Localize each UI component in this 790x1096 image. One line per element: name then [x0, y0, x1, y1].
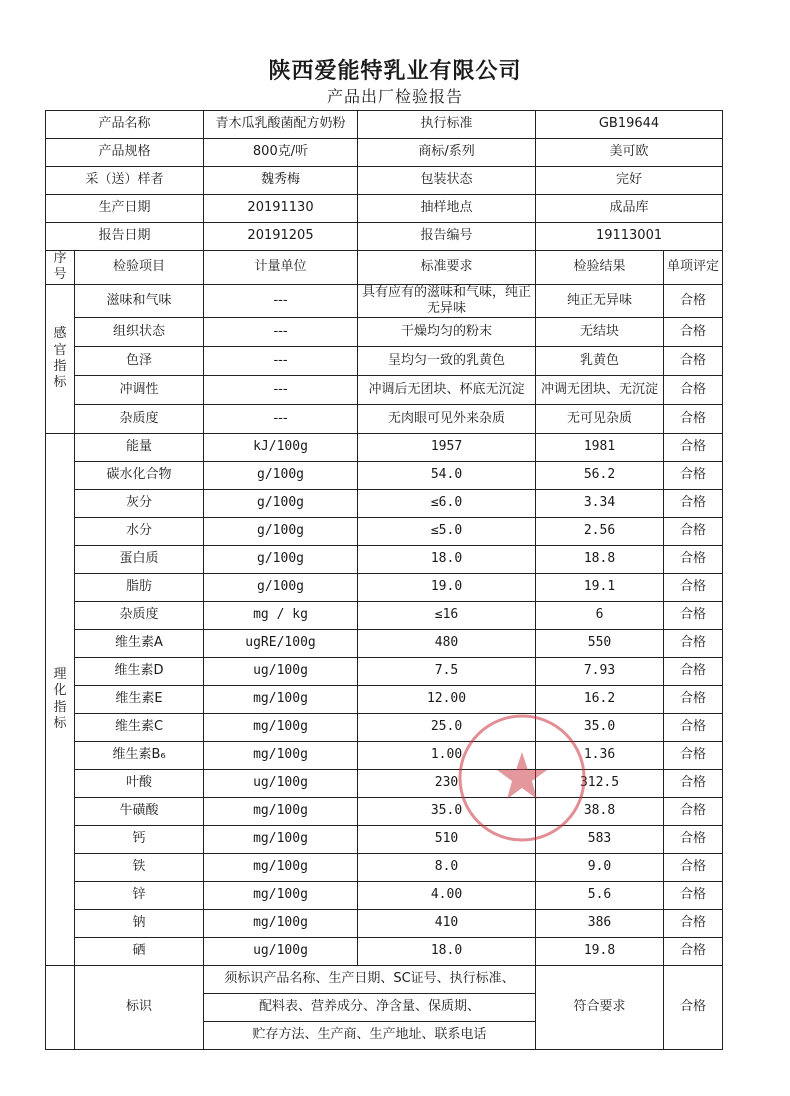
- header-value: 19113001: [536, 223, 723, 251]
- report-title: 产品出厂检验报告: [326, 87, 463, 106]
- item-name: 维生素B₆: [75, 742, 204, 770]
- standard-requirement: 230: [358, 770, 536, 798]
- company-name: 陕西爱能特乳业有限公司: [268, 59, 522, 84]
- verdict: 合格: [664, 742, 723, 770]
- header-label: 商标/系列: [358, 139, 536, 167]
- standard-requirement: 干燥均匀的粉末: [358, 318, 536, 347]
- test-result: 3.34: [536, 490, 664, 518]
- unit: ---: [204, 376, 358, 405]
- standard-requirement: 7.5: [358, 658, 536, 686]
- unit: mg/100g: [204, 910, 358, 938]
- unit: ugRE/100g: [204, 630, 358, 658]
- unit: g/100g: [204, 574, 358, 602]
- verdict: 合格: [664, 938, 723, 966]
- unit: ---: [204, 284, 358, 318]
- header-value: 800克/听: [204, 139, 358, 167]
- inspection-table: [45, 110, 723, 1050]
- table-row: [46, 602, 723, 630]
- label-seq: [46, 966, 75, 1050]
- test-result: 583: [536, 826, 664, 854]
- header-label: 抽样地点: [358, 195, 536, 223]
- standard-requirement: 18.0: [358, 938, 536, 966]
- header-row: [46, 223, 723, 251]
- verdict: 合格: [664, 630, 723, 658]
- unit: g/100g: [204, 546, 358, 574]
- test-result: 1981: [536, 434, 664, 462]
- item-name: 水分: [75, 518, 204, 546]
- test-result: 乳黄色: [536, 347, 664, 376]
- unit: ug/100g: [204, 938, 358, 966]
- label-section: [46, 966, 723, 1050]
- unit: g/100g: [204, 490, 358, 518]
- unit: ---: [204, 405, 358, 434]
- item-name: 碳水化合物: [75, 462, 204, 490]
- item-name: 牛磺酸: [75, 798, 204, 826]
- header-value: GB19644: [536, 111, 723, 139]
- unit: mg/100g: [204, 798, 358, 826]
- standard-requirement: 54.0: [358, 462, 536, 490]
- physchem-section: [46, 434, 723, 966]
- header-value: 20191130: [204, 195, 358, 223]
- column-header-std: 标准要求: [358, 251, 536, 285]
- test-result: 312.5: [536, 770, 664, 798]
- standard-requirement: ≤5.0: [358, 518, 536, 546]
- standard-requirement: 19.0: [358, 574, 536, 602]
- table-row: [46, 938, 723, 966]
- standard-requirement: ≤16: [358, 602, 536, 630]
- table-row: [46, 284, 723, 318]
- item-name: 蛋白质: [75, 546, 204, 574]
- item-name: 维生素C: [75, 714, 204, 742]
- item-name: 铁: [75, 854, 204, 882]
- item-name: 钠: [75, 910, 204, 938]
- test-result: 56.2: [536, 462, 664, 490]
- header-row: [46, 195, 723, 223]
- column-header-result: 检验结果: [536, 251, 664, 285]
- table-row: [46, 770, 723, 798]
- standard-requirement: 4.00: [358, 882, 536, 910]
- test-result: 9.0: [536, 854, 664, 882]
- verdict: 合格: [664, 770, 723, 798]
- table-row: [46, 714, 723, 742]
- header-label: 执行标准: [358, 111, 536, 139]
- item-name: 色泽: [75, 347, 204, 376]
- table-row: [46, 574, 723, 602]
- label-result: 符合要求: [536, 966, 664, 1050]
- table-row: [46, 630, 723, 658]
- verdict: 合格: [664, 405, 723, 434]
- table-row: [46, 658, 723, 686]
- verdict: 合格: [664, 658, 723, 686]
- verdict: 合格: [664, 318, 723, 347]
- standard-requirement: 冲调后无团块、杯底无沉淀: [358, 376, 536, 405]
- table-row: [46, 347, 723, 376]
- header-label: 报告编号: [358, 223, 536, 251]
- item-name: 组织状态: [75, 318, 204, 347]
- header-value: 魏秀梅: [204, 167, 358, 195]
- label-std-line: 配料表、营养成分、净含量、保质期、: [204, 994, 536, 1022]
- standard-requirement: 具有应有的滋味和气味，纯正无异味: [358, 284, 536, 318]
- unit: ---: [204, 318, 358, 347]
- verdict: 合格: [664, 518, 723, 546]
- label-std-line: 须标识产品名称、生产日期、SC证号、执行标准、: [204, 966, 536, 994]
- header-row: [46, 167, 723, 195]
- unit: ---: [204, 347, 358, 376]
- header-label: 产品规格: [46, 139, 204, 167]
- table-row: [46, 882, 723, 910]
- verdict: 合格: [664, 284, 723, 318]
- test-result: 18.8: [536, 546, 664, 574]
- standard-requirement: 480: [358, 630, 536, 658]
- verdict: 合格: [664, 546, 723, 574]
- test-result: 冲调无团块、无沉淀: [536, 376, 664, 405]
- standard-requirement: 无肉眼可见外来杂质: [358, 405, 536, 434]
- group-label: 感 官 指 标: [46, 284, 75, 434]
- unit: mg/100g: [204, 826, 358, 854]
- item-name: 维生素A: [75, 630, 204, 658]
- item-name: 冲调性: [75, 376, 204, 405]
- unit: ug/100g: [204, 770, 358, 798]
- header-label: 产品名称: [46, 111, 204, 139]
- standard-requirement: 1.00: [358, 742, 536, 770]
- test-result: 纯正无异味: [536, 284, 664, 318]
- standard-requirement: 12.00: [358, 686, 536, 714]
- unit: mg/100g: [204, 742, 358, 770]
- table-row: [46, 798, 723, 826]
- sensory-section: [46, 284, 723, 434]
- test-result: 6: [536, 602, 664, 630]
- standard-requirement: 18.0: [358, 546, 536, 574]
- verdict: 合格: [664, 462, 723, 490]
- table-row: [46, 910, 723, 938]
- column-header-unit: 计量单位: [204, 251, 358, 285]
- unit: mg / kg: [204, 602, 358, 630]
- unit: mg/100g: [204, 686, 358, 714]
- unit: mg/100g: [204, 854, 358, 882]
- header-row: [46, 139, 723, 167]
- table-row: [46, 518, 723, 546]
- header-value: 青木瓜乳酸菌配方奶粉: [204, 111, 358, 139]
- header-label: 包装状态: [358, 167, 536, 195]
- standard-requirement: 1957: [358, 434, 536, 462]
- standard-requirement: 8.0: [358, 854, 536, 882]
- column-header-seq: 序号: [46, 251, 75, 285]
- item-name: 叶酸: [75, 770, 204, 798]
- verdict: 合格: [664, 798, 723, 826]
- item-name: 维生素D: [75, 658, 204, 686]
- test-result: 5.6: [536, 882, 664, 910]
- item-name: 钙: [75, 826, 204, 854]
- test-result: 386: [536, 910, 664, 938]
- standard-requirement: ≤6.0: [358, 490, 536, 518]
- header-value: 完好: [536, 167, 723, 195]
- test-result: 38.8: [536, 798, 664, 826]
- verdict: 合格: [664, 574, 723, 602]
- verdict: 合格: [664, 910, 723, 938]
- standard-requirement: 510: [358, 826, 536, 854]
- unit: kJ/100g: [204, 434, 358, 462]
- verdict: 合格: [664, 434, 723, 462]
- unit: mg/100g: [204, 714, 358, 742]
- unit: g/100g: [204, 518, 358, 546]
- item-name: 杂质度: [75, 405, 204, 434]
- verdict: 合格: [664, 602, 723, 630]
- verdict: 合格: [664, 686, 723, 714]
- test-result: 35.0: [536, 714, 664, 742]
- item-name: 脂肪: [75, 574, 204, 602]
- verdict: 合格: [664, 490, 723, 518]
- table-row: [46, 376, 723, 405]
- test-result: 无可见杂质: [536, 405, 664, 434]
- verdict: 合格: [664, 854, 723, 882]
- label-item: 标识: [75, 966, 204, 1050]
- column-header-row: [46, 251, 723, 285]
- test-result: 无结块: [536, 318, 664, 347]
- unit: g/100g: [204, 462, 358, 490]
- label-row: [46, 966, 723, 994]
- test-result: 19.8: [536, 938, 664, 966]
- header-label: 采（送）样者: [46, 167, 204, 195]
- header-value: 成品库: [536, 195, 723, 223]
- item-name: 硒: [75, 938, 204, 966]
- item-name: 锌: [75, 882, 204, 910]
- group-label: 理 化 指 标: [46, 434, 75, 966]
- item-name: 维生素E: [75, 686, 204, 714]
- standard-requirement: 35.0: [358, 798, 536, 826]
- verdict: 合格: [664, 714, 723, 742]
- table-row: [46, 405, 723, 434]
- header-row: [46, 111, 723, 139]
- table-row: [46, 686, 723, 714]
- table-row: [46, 490, 723, 518]
- verdict: 合格: [664, 376, 723, 405]
- table-row: [46, 826, 723, 854]
- verdict: 合格: [664, 347, 723, 376]
- test-result: 7.93: [536, 658, 664, 686]
- test-result: 19.1: [536, 574, 664, 602]
- column-header-item: 检验项目: [75, 251, 204, 285]
- verdict: 合格: [664, 826, 723, 854]
- unit: mg/100g: [204, 882, 358, 910]
- header-label: 生产日期: [46, 195, 204, 223]
- test-result: 16.2: [536, 686, 664, 714]
- standard-requirement: 25.0: [358, 714, 536, 742]
- test-result: 550: [536, 630, 664, 658]
- label-std-line: 贮存方法、生产商、生产地址、联系电话: [204, 1022, 536, 1050]
- label-verdict: 合格: [664, 966, 723, 1050]
- item-name: 灰分: [75, 490, 204, 518]
- table-row: [46, 854, 723, 882]
- table-row: [46, 462, 723, 490]
- table-row: [46, 742, 723, 770]
- table-row: [46, 546, 723, 574]
- item-name: 杂质度: [75, 602, 204, 630]
- unit: ug/100g: [204, 658, 358, 686]
- item-name: 滋味和气味: [75, 284, 204, 318]
- standard-requirement: 410: [358, 910, 536, 938]
- company-seal: [456, 712, 588, 844]
- verdict: 合格: [664, 882, 723, 910]
- header-label: 报告日期: [46, 223, 204, 251]
- column-header-verdict: 单项评定: [664, 251, 723, 285]
- test-result: 2.56: [536, 518, 664, 546]
- table-row: [46, 434, 723, 462]
- test-result: 1.36: [536, 742, 664, 770]
- table-row: [46, 318, 723, 347]
- item-name: 能量: [75, 434, 204, 462]
- standard-requirement: 呈均匀一致的乳黄色: [358, 347, 536, 376]
- header-value: 美可欧: [536, 139, 723, 167]
- header-value: 20191205: [204, 223, 358, 251]
